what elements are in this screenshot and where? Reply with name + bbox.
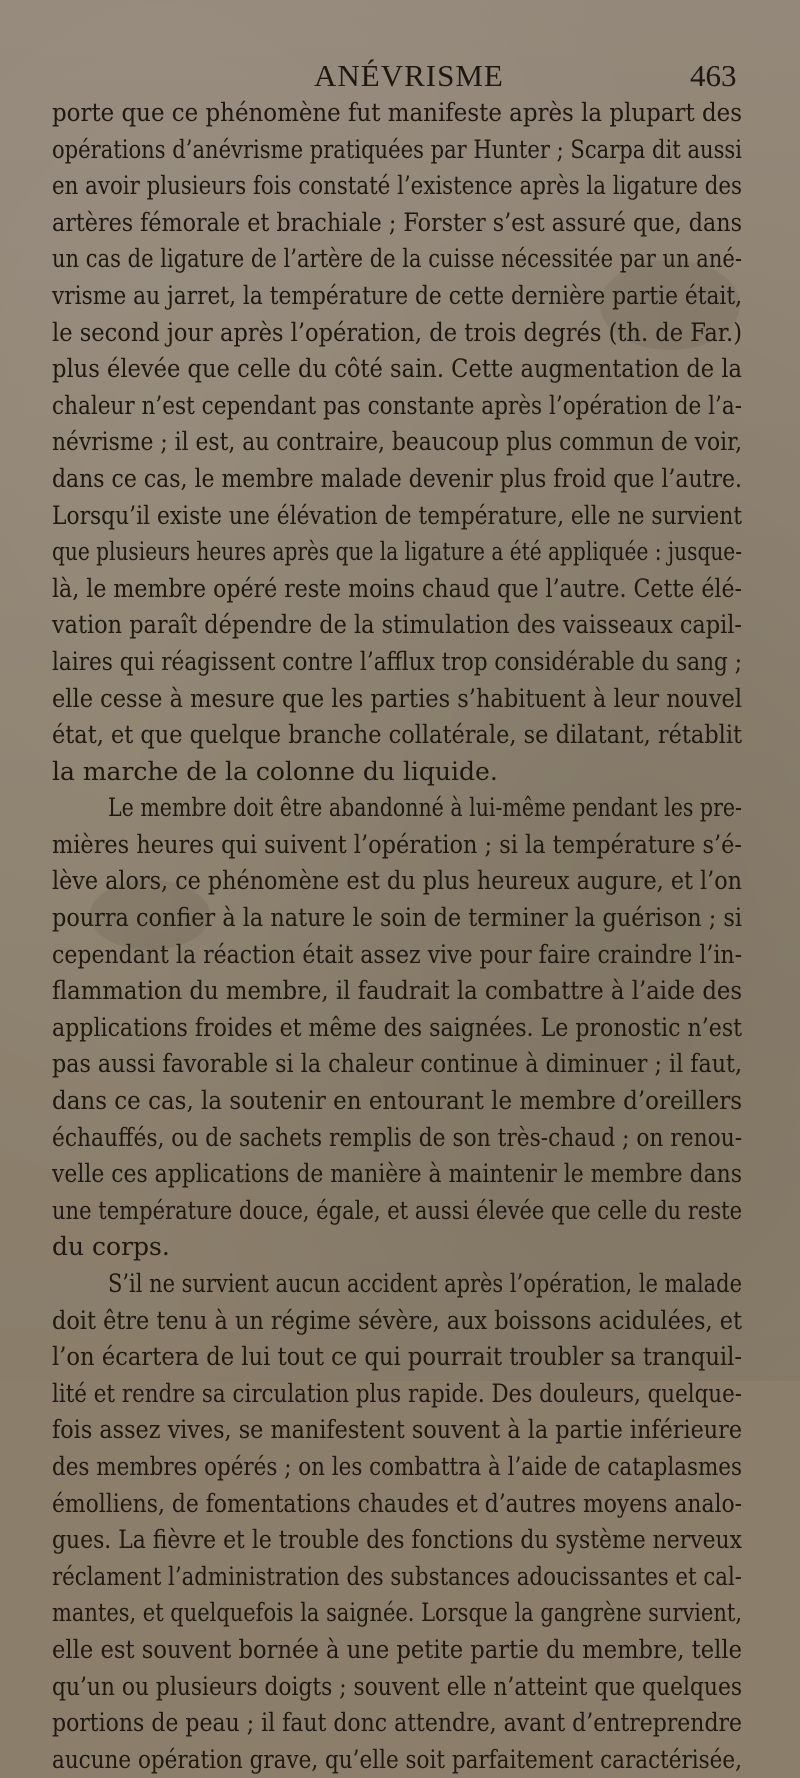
text-line: opérations d’anévrisme pratiquées par Hunter ; Scarpa dit aussi	[52, 134, 742, 164]
text-line: aucune opération grave, qu’elle soit parfaitement caractérisée,	[52, 1744, 742, 1774]
text-line: pas aussi favorable si la chaleur continue à diminuer ; il faut,	[52, 1049, 743, 1079]
text-line: fois assez vives, se manifestent souvent à la partie inférieure	[52, 1415, 743, 1445]
text-line: chaleur n’est cependant pas constante après l’opération de l’a-	[52, 390, 743, 420]
text-line: un cas de ligature de l’artère de la cuisse nécessitée par un ané-	[52, 244, 742, 274]
text-line: pourra confier à la nature le soin de terminer la guérison ; si	[52, 903, 743, 933]
text-line: lève alors, ce phénomène est du plus heureux augure, et l’on	[52, 866, 743, 896]
text-line: cependant la réaction était assez vive pour faire craindre l’in-	[52, 939, 743, 969]
text-line: que plusieurs heures après que la ligature a été appliquée : jusque-	[52, 537, 743, 567]
text-line: plus élevée que celle du côté sain. Cette augmentation de la	[52, 354, 743, 384]
paragraph-first-line: Le membre doit être abandonné à lui-même pendant les pre-	[108, 793, 742, 823]
text-line: elle est souvent bornée à une petite partie du membre, telle	[52, 1634, 742, 1664]
text-line: gues. La fièvre et le trouble des fonctions du système nerveux	[52, 1525, 742, 1555]
page-header	[0, 58, 800, 98]
text-line: laires qui réagissent contre l’afflux trop considérable du sang ;	[52, 646, 742, 676]
text-line: Lorsqu’il existe une élévation de température, elle ne survient	[52, 500, 743, 530]
text-line: état, et que quelque branche collatérale, se dilatant, rétablit	[52, 720, 743, 750]
text-line: applications froides et même des saignées. Le pronostic n’est	[52, 1012, 743, 1042]
text-line: elle cesse à mesure que les parties s’habituent à leur nouvel	[52, 683, 743, 713]
text-line: artères fémorale et brachiale ; Forster s’est assuré que, dans	[52, 207, 742, 237]
text-line: la marche de la colonne du liquide.	[52, 756, 498, 786]
text-line: flammation du membre, il faudrait la combattre à l’aide des	[52, 976, 743, 1006]
text-line: émolliens, de fomentations chaudes et d’autres moyens analo-	[52, 1488, 743, 1518]
text-line: mières heures qui suivent l’opération ; si la température s’é-	[52, 829, 742, 859]
text-line: qu’un ou plusieurs doigts ; souvent elle n’atteint que quelques	[52, 1671, 743, 1701]
text-line: là, le membre opéré reste moins chaud que l’autre. Cette élé-	[52, 573, 742, 603]
running-title: ANÉVRISME	[314, 58, 504, 93]
text-line: échauffés, ou de sachets remplis de son très-chaud ; on renou-	[52, 1122, 743, 1152]
text-line: réclament l’administration des substances adoucissantes et cal-	[52, 1561, 742, 1591]
text-line: porte que ce phénomène fut manifeste après la plupart des	[52, 98, 742, 127]
text-line: lité et rendre sa circulation plus rapide. Des douleurs, quelque-	[52, 1378, 743, 1408]
page-number: 463	[690, 58, 737, 93]
text-line: mantes, et quelquefois la saignée. Lorsque la gangrène survient,	[52, 1598, 743, 1628]
body-text	[52, 95, 742, 1778]
text-line: doit être tenu à un régime sévère, aux boissons acidulées, et	[52, 1305, 743, 1335]
text-line: dans ce cas, la soutenir en entourant le membre d’oreillers	[52, 1086, 743, 1116]
text-line: des membres opérés ; on les combattra à l’aide de cataplasmes	[52, 1451, 743, 1481]
text-line: une température douce, égale, et aussi élevée que celle du reste	[52, 1195, 743, 1225]
text-line: dans ce cas, le membre malade devenir plus froid que l’autre.	[52, 463, 742, 493]
text-line: du corps.	[52, 1232, 170, 1262]
text-line: en avoir plusieurs fois constaté l’existence après la ligature des	[52, 171, 743, 201]
text-line: velle ces applications de manière à maintenir le membre dans	[52, 1159, 742, 1189]
text-line: le second jour après l’opération, de trois degrés (th. de Far.)	[52, 317, 743, 347]
text-line: l’on écartera de lui tout ce qui pourrait troubler sa tranquil-	[52, 1342, 743, 1372]
text-line: vrisme au jarret, la température de cette dernière partie était,	[52, 280, 743, 310]
paragraph-first-line: S’il ne survient aucun accident après l’opération, le malade	[108, 1269, 742, 1298]
text-line: portions de peau ; il faut donc attendre, avant d’entreprendre	[52, 1708, 743, 1738]
text-line: névrisme ; il est, au contraire, beaucoup plus commun de voir,	[52, 427, 743, 457]
text-line: vation paraît dépendre de la stimulation des vaisseaux capil-	[52, 610, 743, 640]
